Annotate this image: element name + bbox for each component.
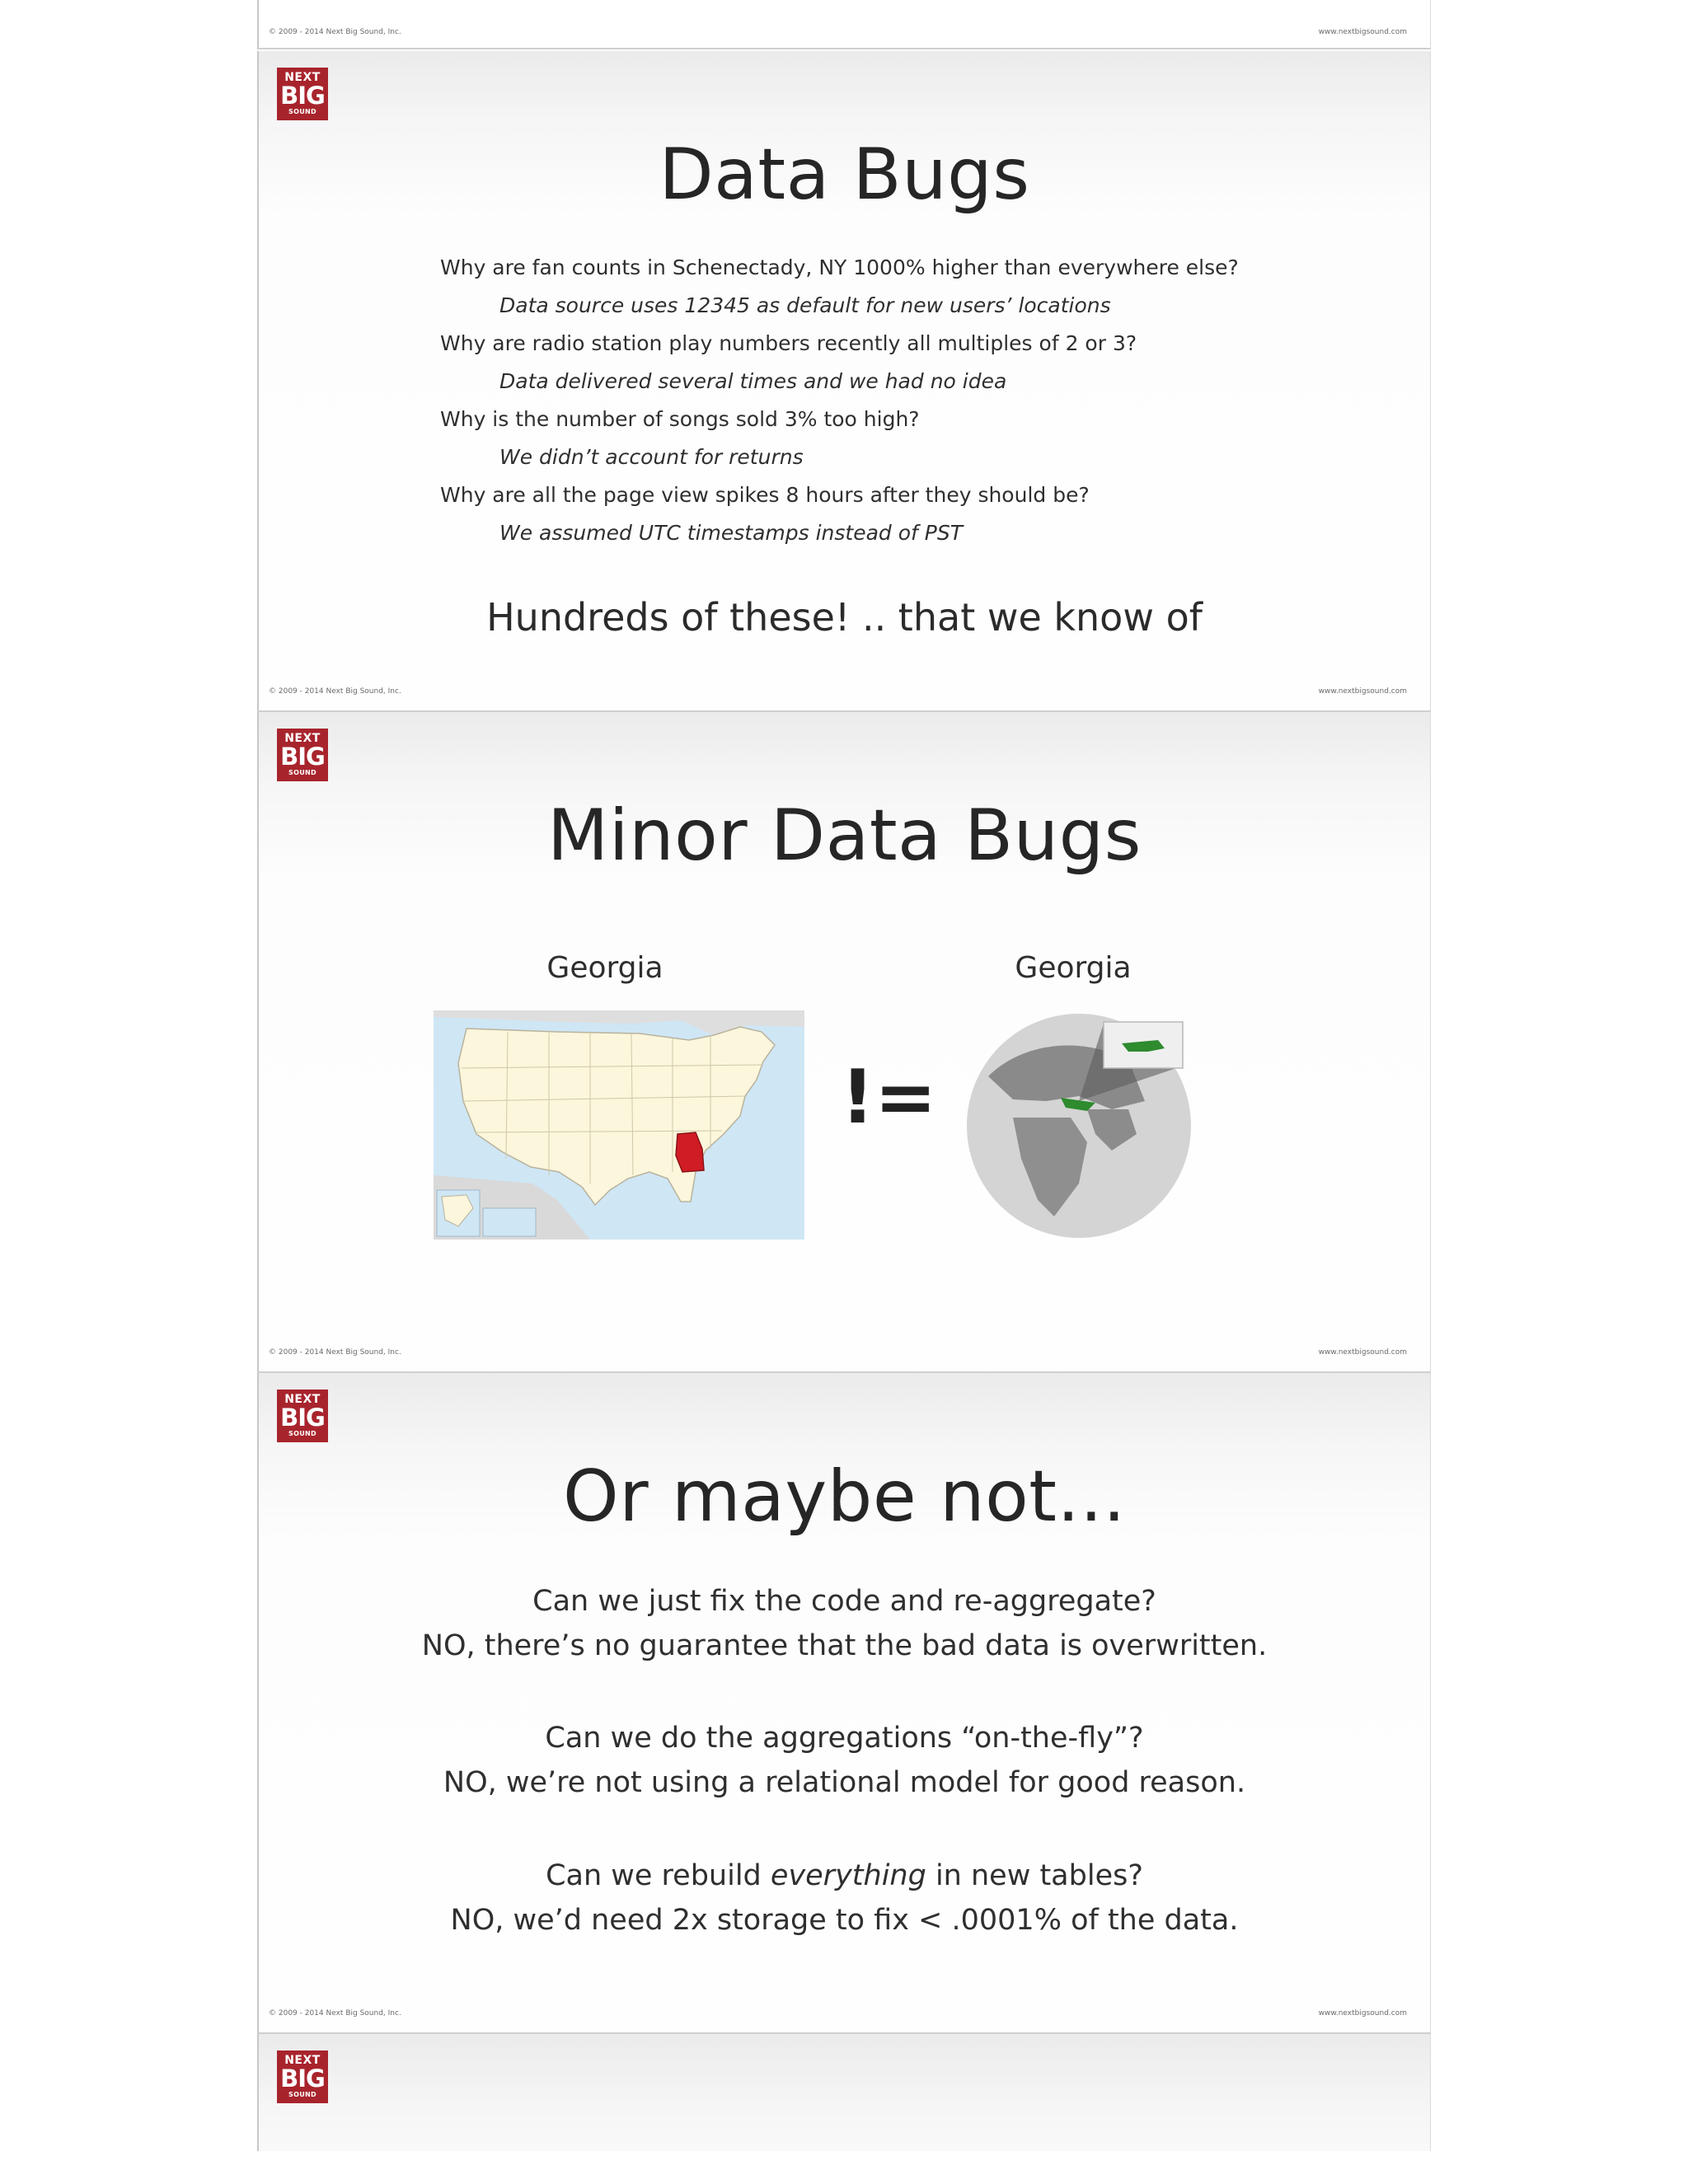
- footer-copyright: © 2009 - 2014 Next Big Sound, Inc.: [269, 687, 401, 696]
- previous-slide-edge: [257, 0, 1431, 49]
- footer-website: www.nextbigsound.com: [1318, 28, 1407, 36]
- answer-line: NO, we’re not using a relational model for good reason.: [443, 1766, 1246, 1799]
- next-big-sound-logo: NEXT BIG SOUND: [277, 729, 328, 781]
- question-line: Can we rebuild everything in new tables?: [546, 1859, 1143, 1892]
- footer-copyright: © 2009 - 2014 Next Big Sound, Inc.: [269, 28, 401, 36]
- qa-paragraph: [259, 1716, 1430, 1805]
- bug-answer: Data delivered several times and we had no idea: [499, 369, 1007, 393]
- country-label: Georgia: [1015, 951, 1132, 985]
- slide-or-maybe-not: [257, 1373, 1431, 2032]
- next-slide-partial: [257, 2034, 1431, 2151]
- slide-note: Hundreds of these! .. that we know of: [486, 595, 1203, 640]
- us-map-georgia-image: [434, 1010, 804, 1240]
- bug-answer: We assumed UTC timestamps instead of PST: [499, 521, 963, 545]
- footer-copyright: © 2009 - 2014 Next Big Sound, Inc.: [269, 2009, 401, 2018]
- qa-paragraph: [259, 1579, 1430, 1668]
- slide-title: Or maybe not...: [563, 1455, 1126, 1538]
- footer-copyright: © 2009 - 2014 Next Big Sound, Inc.: [269, 1348, 401, 1357]
- question-line: Can we do the aggregations “on-the-fly”?: [545, 1722, 1144, 1755]
- bug-question: Why are radio station play numbers recently all multiples of 2 or 3?: [440, 331, 1137, 355]
- qa-paragraph: [259, 1854, 1430, 1943]
- footer-website: www.nextbigsound.com: [1318, 2009, 1407, 2018]
- slide-title: Data Bugs: [659, 134, 1030, 216]
- answer-line: NO, we’d need 2x storage to fix < .0001% of the data.: [450, 1904, 1239, 1937]
- bug-question: Why is the number of songs sold 3% too high?: [440, 407, 920, 431]
- bug-list: [440, 249, 1413, 552]
- not-equal-operator: !=: [841, 1054, 937, 1141]
- bug-answer: We didn’t account for returns: [499, 445, 804, 469]
- footer-website: www.nextbigsound.com: [1318, 1348, 1407, 1357]
- slide-minor-data-bugs: [257, 712, 1431, 1371]
- globe-georgia-country-image: [964, 1010, 1203, 1241]
- footer-website: www.nextbigsound.com: [1318, 687, 1407, 696]
- hawaii-inset: [483, 1208, 536, 1236]
- us-state-label: Georgia: [546, 951, 663, 985]
- bug-question: Why are all the page view spikes 8 hours after they should be?: [440, 483, 1090, 507]
- question-line: Can we just fix the code and re-aggregate?: [532, 1585, 1156, 1618]
- next-big-sound-logo: NEXT BIG SOUND: [277, 2050, 328, 2103]
- slide-title: Minor Data Bugs: [547, 794, 1142, 877]
- bug-answer: Data source uses 12345 as default for new users’ locations: [499, 293, 1111, 317]
- slide-data-bugs: [257, 51, 1431, 710]
- next-big-sound-logo: NEXT BIG SOUND: [277, 68, 328, 120]
- next-big-sound-logo: NEXT BIG SOUND: [277, 1390, 328, 1442]
- bug-question: Why are fan counts in Schenectady, NY 1000% higher than everywhere else?: [440, 255, 1239, 279]
- answer-line: NO, there’s no guarantee that the bad data is overwritten.: [421, 1629, 1268, 1662]
